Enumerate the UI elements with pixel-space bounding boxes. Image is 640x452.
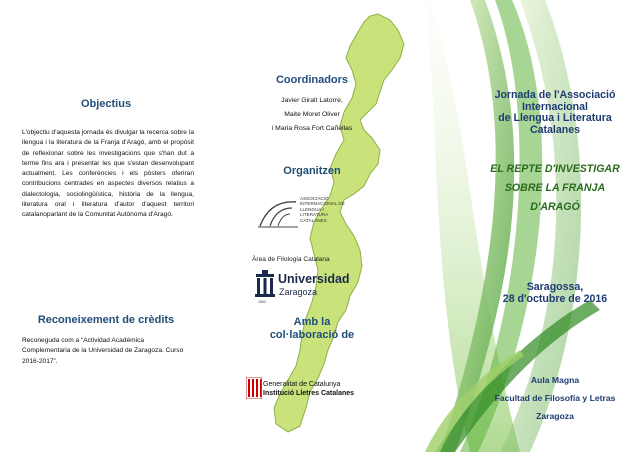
coordinators-heading: Coordinadors <box>275 74 349 86</box>
university-year: 1542 <box>258 300 266 304</box>
event-title: Jornada de l'Associació Internacional de Llengua i Literatura Catalanes <box>494 89 616 136</box>
generalitat-text: Generalitat de Catalunya Institució Lletres Catalanes <box>263 381 355 397</box>
credits-heading: Reconeixement de crèdits <box>37 314 175 326</box>
objectius-heading: Objectius <box>80 98 132 110</box>
credits-text: Reconeguda com a “Actividad Académica Complementaria de la Universidad de Zaragoza. Curso 2016-2017”. <box>22 337 184 365</box>
area-label: Àrea de Filologia Catalana <box>252 256 330 263</box>
event-subtitle: EL REPTE D'INVESTIGAR SOBRE LA FRANJA D'ARAGÓ <box>490 163 620 213</box>
university-city: Zaragoza <box>279 287 318 297</box>
coordinator-name: Javier Giralt Latorre, <box>281 97 343 104</box>
coordinator-name: Maite Moret Oliver <box>284 111 340 118</box>
university-name: Universidad <box>278 272 350 286</box>
coordinator-name: i Maria Rosa Fort Cañellas <box>271 125 353 132</box>
organizers-heading: Organitzen <box>283 165 341 177</box>
objectius-text: L'objectiu d'aquesta jornada és divulgar la recerca sobre la llengua i la literatura de la Franja d'Aragó, amb el propòsit de reflexionar sobre les investigacions que s'han dut a terme fins ara i presentar les que s'estan desenvolupant actualment. Les conferències i els pòsters oferiran contribucions centrades en aspectes diversos relatius a dialectologia, sociolingüística, història de la llengua, literatura oral i literatura d'autor d'aquest territori catalanoparlant de la Comunitat Autònoma d'Aragó. <box>22 129 194 219</box>
event-venue: Aula Magna Facultad de Filosofía y Letras Zaragoza <box>494 375 616 421</box>
event-date: Saragossa, 28 d'octubre de 2016 <box>502 281 608 305</box>
aillc-logo-text: ASSOCIACIÓ INTERNACIONAL DE LLENGUA I LITERATURA CATALANES <box>300 196 345 223</box>
collaboration-heading: Amb la col·laboració de <box>269 316 355 341</box>
